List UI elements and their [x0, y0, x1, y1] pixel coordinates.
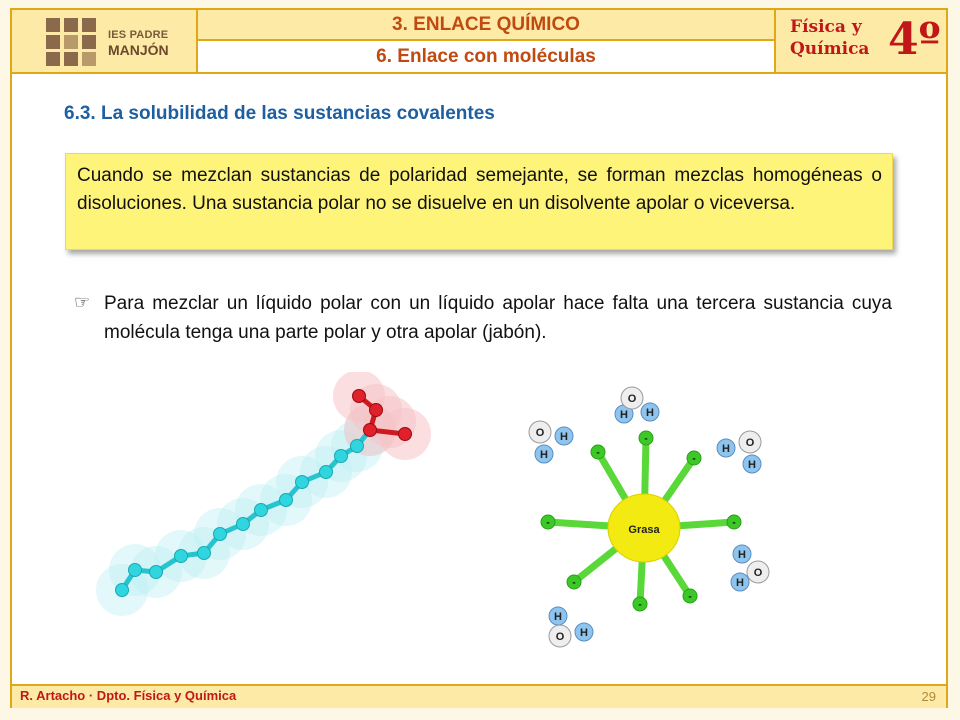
hydrogen-label: H: [554, 611, 562, 623]
water-molecule: [615, 387, 659, 423]
water-molecule: [717, 431, 761, 473]
hydrogen-label: H: [580, 627, 588, 639]
footer: [12, 684, 946, 708]
micelle-tail: [574, 545, 620, 582]
oxygen-label: O: [753, 567, 763, 579]
header-divider: [12, 72, 946, 74]
micelle-tail: [598, 452, 628, 504]
hydrogen-label: H: [646, 407, 654, 419]
charge-label: -: [732, 517, 736, 529]
bullet-text: Para mezclar un líquido polar con un líquido apolar hace falta una tercera sustancia cuya molécula tenga una parte polar y otra apolar (jabón).: [104, 293, 892, 343]
carbon-atom: [255, 504, 268, 517]
oxygen-atom: [353, 390, 366, 403]
hydrogen-label: H: [748, 459, 756, 471]
unit-title: 3. ENLACE QUÍMICO: [198, 10, 774, 41]
carbon-atom: [198, 547, 211, 560]
hydrogen-label: H: [620, 409, 628, 421]
oxygen-atom: [364, 424, 377, 437]
hydrogen-label: H: [738, 549, 746, 561]
carbon-atom: [175, 550, 188, 563]
soap-molecule-figure: [80, 372, 452, 640]
grease-label: Grasa: [628, 524, 660, 536]
carbon-atom: [335, 450, 348, 463]
micelle-tail: [661, 458, 694, 505]
charge-label: -: [596, 447, 600, 459]
charge-label: -: [638, 599, 642, 611]
carbon-atom: [150, 566, 163, 579]
subject-name: [790, 16, 869, 60]
carbon-atom: [214, 528, 227, 541]
micelle-tail: [548, 522, 614, 526]
pointing-hand-icon: ☞: [74, 292, 91, 313]
carbon-atom: [116, 584, 129, 597]
hydrogen-label: H: [540, 449, 548, 461]
definition-text: Cuando se mezclan sustancias de polaridad semejante, se forman mezclas homogéneas o disoluciones. Una sustancia polar no se disuelve en un disolvente apolar o viceversa.: [77, 165, 882, 214]
charge-label: -: [688, 591, 692, 603]
micelle-tail: [661, 551, 690, 596]
subject-name-line2: Química: [790, 39, 870, 59]
micelle-tail: [674, 522, 734, 526]
charge-label: -: [546, 517, 550, 529]
oxygen-label: O: [535, 427, 545, 439]
page-number: 29: [921, 689, 936, 704]
carbon-atom: [296, 476, 309, 489]
school-logo: [12, 10, 198, 72]
subject-badge: [774, 10, 946, 72]
charge-label: -: [572, 577, 576, 589]
hydrogen-label: H: [736, 577, 744, 589]
water-molecule: [731, 545, 769, 591]
logo-grid-icon: [46, 18, 100, 66]
subject-name-line1: Física y: [790, 17, 862, 37]
logo-text-line1: IES PADRE: [108, 29, 169, 41]
logo-text-line2: MANJÓN: [108, 42, 169, 58]
oxygen-atom: [370, 404, 383, 417]
carbon-atom: [320, 466, 333, 479]
carbon-atom: [280, 494, 293, 507]
oxygen-label: O: [627, 393, 637, 405]
oxygen-label: O: [745, 437, 755, 449]
hydrogen-label: H: [722, 443, 730, 455]
section-title: 6.3. La solubilidad de las sustancias covalentes: [64, 103, 495, 124]
charge-label: -: [644, 433, 648, 445]
charge-label: -: [692, 453, 696, 465]
carbon-atom: [351, 440, 364, 453]
water-molecule: [529, 421, 573, 463]
topic-title: 6. Enlace con moléculas: [198, 41, 774, 72]
water-molecule: [549, 607, 593, 647]
micelle-figure: [510, 376, 788, 654]
oxygen-label: O: [555, 631, 565, 643]
footer-author: R. Artacho · Dpto. Física y Química: [20, 688, 237, 703]
carbon-atom: [129, 564, 142, 577]
micelle-tail: [645, 438, 646, 500]
oxygen-atom: [399, 428, 412, 441]
definition-box: [65, 153, 893, 250]
course-level: 4º: [888, 14, 941, 65]
carbon-atom: [237, 518, 250, 531]
hydrogen-label: H: [560, 431, 568, 443]
